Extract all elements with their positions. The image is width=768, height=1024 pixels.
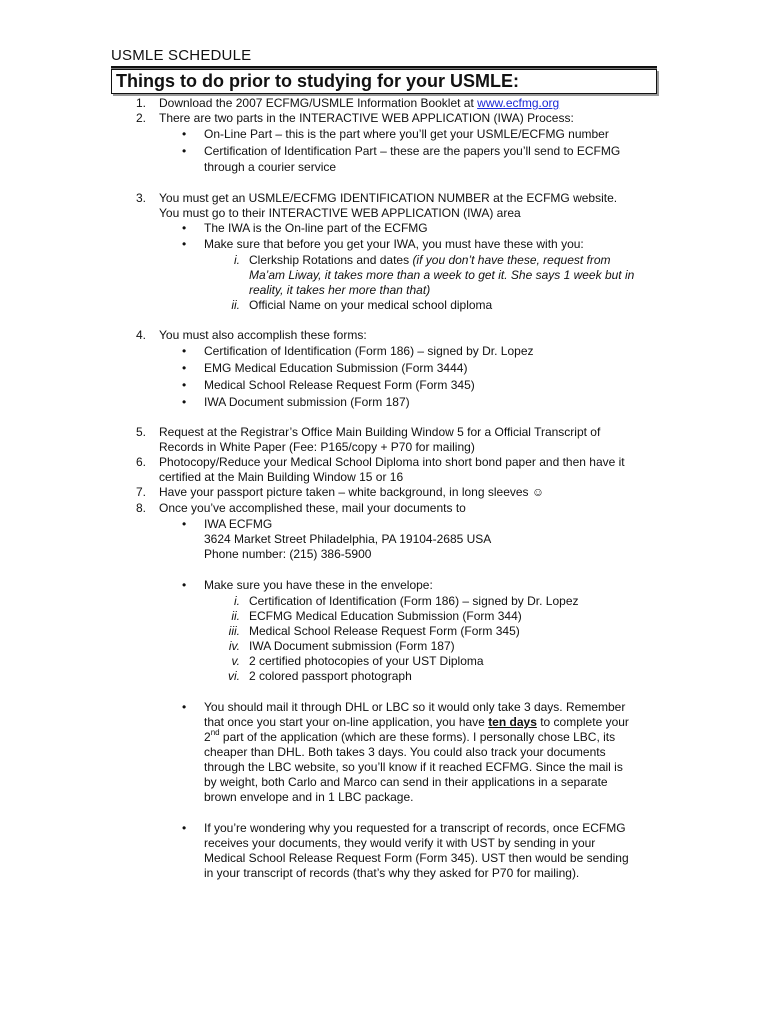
paragraph-text: that once you start your on-line application, you have [204, 715, 489, 729]
paragraph-text: part of the application (which are these forms). I personally chose LBC, its [219, 730, 616, 744]
paragraph-line [204, 715, 629, 730]
nested-item: 2 certified photocopies of your UST Diploma [249, 654, 484, 668]
paragraph-line: in your transcript of records (that’s why they asked for P70 for mailing). [204, 866, 580, 880]
paragraph-line: receives your documents, they would verify it with UST by sending in your [204, 836, 596, 850]
sub-item: IWA Document submission (Form 187) [204, 395, 410, 409]
item-number: 8. [135, 501, 146, 515]
nested-item: IWA Document submission (Form 187) [249, 639, 455, 653]
bullet-icon: • [182, 821, 187, 835]
bullet-icon: • [182, 361, 187, 375]
title-box [111, 69, 657, 94]
item-text: Download the 2007 ECFMG/USMLE Information Booklet at [159, 96, 478, 110]
roman-numeral: i. [234, 594, 240, 608]
roman-numeral: v. [231, 654, 240, 668]
nested-note: (if you don’t have these, request from [412, 253, 611, 267]
bullet-icon: • [182, 578, 187, 592]
nested-item: Certification of Identification (Form 186) – signed by Dr. Lopez [249, 594, 579, 608]
bullet-icon: • [182, 395, 187, 409]
nested-item: Official Name on your medical school diploma [249, 298, 493, 312]
item-number: 3. [135, 191, 146, 205]
ecfmg-link[interactable]: www.ecfmg.org [477, 96, 560, 110]
paragraph-line: brown envelope and in 1 LBC package. [204, 790, 414, 804]
bullet-icon: • [182, 517, 187, 531]
sub-item: On-Line Part – this is the part where you’ll get your USMLE/ECFMG number [204, 127, 609, 141]
sub-item: Certification of Identification Part – these are the papers you’ll send to ECFMG [204, 144, 621, 158]
ten-days-emphasis: ten days [488, 715, 537, 729]
list-item-cont: You must go to their INTERACTIVE WEB APPLICATION (IWA) area [159, 206, 521, 220]
roman-numeral: vi. [228, 669, 240, 683]
list-item: Request at the Registrar’s Office Main Building Window 5 for a Official Transcript of [159, 425, 601, 439]
nested-note-cont: reality, it takes her more than that) [249, 283, 431, 297]
paragraph-text: 2 [204, 730, 211, 744]
bullet-icon: • [182, 144, 187, 158]
nested-text: Clerkship Rotations and dates [249, 253, 413, 267]
list-item: There are two parts in the INTERACTIVE WEB APPLICATION (IWA) Process: [159, 111, 574, 125]
schedule-label: USMLE SCHEDULE [111, 47, 252, 64]
paragraph-line: You should mail it through DHL or LBC so it would only take 3 days. Remember [204, 700, 626, 714]
sub-item: Medical School Release Request Form (Form 345) [204, 378, 475, 392]
roman-numeral: ii. [231, 609, 240, 623]
bullet-icon: • [182, 127, 187, 141]
sub-item: The IWA is the On-line part of the ECFMG [204, 221, 428, 235]
roman-numeral: iii. [228, 624, 240, 638]
list-item [159, 96, 559, 111]
sub-item-cont: through a courier service [204, 160, 337, 174]
list-item-cont: Records in White Paper (Fee: P165/copy + P70 for mailing) [159, 440, 475, 454]
paragraph-line: cheaper than DHL. Both takes 3 days. You could also track your documents [204, 745, 606, 759]
header-rule [111, 66, 657, 68]
bullet-icon: • [182, 700, 187, 714]
sub-item: Certification of Identification (Form 186) – signed by Dr. Lopez [204, 344, 534, 358]
paragraph-text: to complete your [536, 715, 629, 729]
list-item: Photocopy/Reduce your Medical School Diploma into short bond paper and then have it [159, 455, 625, 469]
list-item: Have your passport picture taken – white background, in long sleeves ☺ [159, 485, 545, 499]
roman-numeral: i. [234, 253, 240, 267]
paragraph-line [204, 730, 615, 745]
nested-item: ECFMG Medical Education Submission (Form 344) [249, 609, 522, 623]
bullet-icon: • [182, 344, 187, 358]
address-line: 3624 Market Street Philadelphia, PA 19104-2685 USA [204, 532, 492, 546]
paragraph-line: by weight, both Carlo and Marco can send in their applications in a separate [204, 775, 608, 789]
address-line: IWA ECFMG [204, 517, 273, 531]
roman-numeral: ii. [231, 298, 240, 312]
page-title: Things to do prior to studying for your USMLE: [116, 71, 519, 91]
bullet-icon: • [182, 378, 187, 392]
list-item: Once you’ve accomplished these, mail your documents to [159, 501, 466, 515]
nested-note-cont: Ma’am Liway, it takes more than a week to get it. She says 1 week but in [249, 268, 635, 282]
item-number: 6. [135, 455, 146, 469]
nested-item [249, 253, 611, 268]
roman-numeral: iv. [228, 639, 240, 653]
phone-line: Phone number: (215) 386-5900 [204, 547, 372, 561]
bullet-icon: • [182, 221, 187, 235]
paragraph-line: If you’re wondering why you requested for a transcript of records, once ECFMG [204, 821, 626, 835]
sub-item: Make sure you have these in the envelope: [204, 578, 433, 592]
item-number: 5. [135, 425, 146, 439]
nested-item: 2 colored passport photograph [249, 669, 412, 683]
list-item: You must also accomplish these forms: [159, 328, 367, 342]
sub-item: EMG Medical Education Submission (Form 3444) [204, 361, 468, 375]
item-number: 2. [135, 111, 146, 125]
nested-item: Medical School Release Request Form (Form 345) [249, 624, 520, 638]
item-number: 7. [135, 485, 146, 499]
list-item-cont: certified at the Main Building Window 15 or 16 [159, 470, 404, 484]
item-number: 4. [135, 328, 146, 342]
sub-item: Make sure that before you get your IWA, you must have these with you: [204, 237, 584, 251]
list-item: You must get an USMLE/ECFMG IDENTIFICATION NUMBER at the ECFMG website. [159, 191, 618, 205]
superscript: nd [210, 728, 220, 737]
item-number: 1. [135, 96, 146, 110]
bullet-icon: • [182, 237, 187, 251]
paragraph-line: Medical School Release Request Form (Form 345). UST then would be sending [204, 851, 629, 865]
paragraph-line: through the LBC website, so you’ll know if it reached ECFMG. Since the mail is [204, 760, 623, 774]
